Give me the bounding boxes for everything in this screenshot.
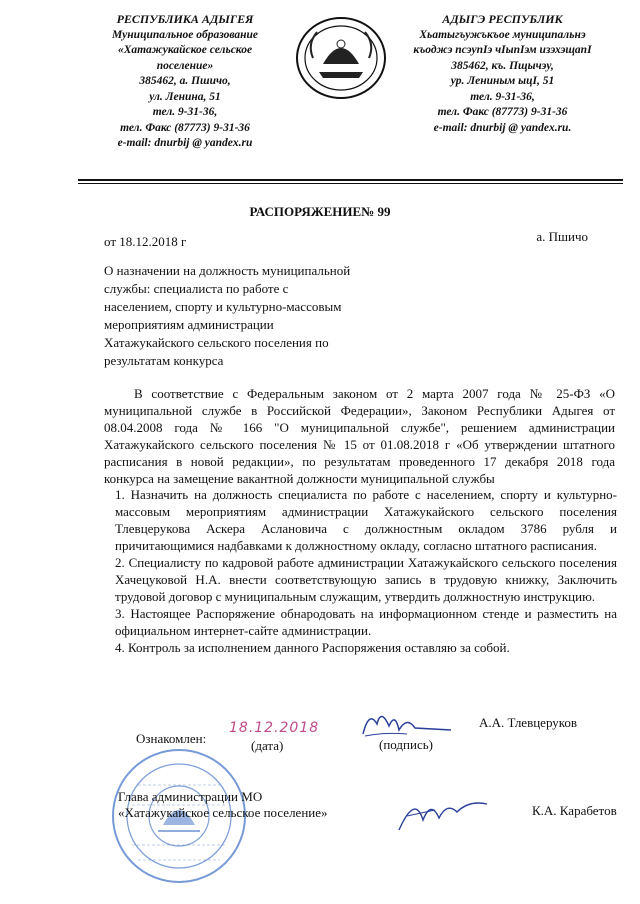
subject-line: населением, спорту и культурно-массовым	[104, 299, 342, 314]
document-city: а. Пшичо	[536, 229, 588, 244]
order-item: 2. Специалисту по кадровой работе администрации Хатажукайского сельского поселения Хачецуковой Н.А. внести соответствующую запись в трудовую книжку, Заключить трудовой договор с муниципальным служащим, утвердить должностную инструкцию.	[115, 555, 617, 604]
intro-paragraph: В соответствие с Федеральным законом от 2 марта 2007 года № 25-ФЗ «О муниципальной службе в Российской Федерации», Законом Республики Адыгея от 08.04.2008 года № 166 "О муниципальной службе", решением администрации Хатажукайского сельского поселения № 15 от 01.08.2018 г «Об утверждении штатного расписания в новой редакции», по результатам проведенного 17 декабря 2018 года конкурса на замещение вакантной должности муниципальной службы	[104, 386, 615, 486]
ack-name: А.А. Тлевцеруков	[479, 715, 578, 730]
header-right-line: 385462, къ. Пщычэу,	[451, 59, 554, 72]
header-right-line: тел. 9-31-36,	[470, 90, 535, 103]
header-left-line: поселение»	[156, 59, 214, 72]
header-left-line: ул. Ленина, 51	[149, 90, 221, 103]
subject-line: Хатажукайского сельского поселения по	[104, 335, 329, 350]
header-right-line: къоджэ псэупIэ чIыпIэм изэхэщапI	[413, 44, 592, 56]
order-item: 3. Настоящее Распоряжение обнародовать на информационном стенде и разместить на официальном интернет-сайте администрации.	[115, 606, 617, 638]
header-right	[395, 12, 610, 136]
head-signature-icon	[395, 790, 490, 835]
header-left-line: тел. Факс (87773) 9-31-36	[120, 121, 250, 134]
header-left-line: Муниципальное образование	[111, 28, 259, 41]
header-left	[80, 12, 290, 152]
header-right-line: тел. Факс (87773) 9-31-36	[437, 106, 568, 118]
subject-line: О назначении на должность муниципальной	[104, 263, 351, 278]
subject-line: мероприятиям администрации	[104, 317, 274, 332]
header-divider	[78, 179, 623, 181]
signatory-title: Глава администрации МО	[118, 789, 263, 804]
header-left-line: тел. 9-31-36,	[152, 106, 218, 118]
header-left-line: 385462, а. Пшичо,	[139, 75, 231, 87]
header-left-line: e-mail: dnurbij @ yandex.ru	[117, 137, 253, 149]
subject-line: результатам конкурса	[104, 353, 224, 368]
ack-signature-caption: (подпись)	[379, 737, 433, 752]
signatory-organization: «Хатажукайское сельское поселение»	[118, 805, 328, 820]
header-right-line: ур. Лениным ыцI, 51	[450, 75, 555, 87]
document-subject	[104, 262, 389, 370]
header-left-country: РЕСПУБЛИКА АДЫГЕЯ	[116, 12, 254, 26]
coat-of-arms-icon	[293, 14, 389, 102]
ack-date-handwritten: 18.12.2018	[229, 720, 320, 736]
ack-label: Ознакомлен:	[136, 731, 207, 746]
ack-date-caption: (дата)	[251, 738, 284, 753]
order-item: 4. Контроль за исполнением данного Распоряжения оставляю за собой.	[115, 640, 510, 655]
document-title: РАСПОРЯЖЕНИЕ№ 99	[249, 204, 391, 219]
order-item: 1. Назначить на должность специалиста по работе с населением, спорту и культурно-массовым мероприятиям администрации Хатажукайского сельского поселения Тлевцерукова Аскера Аслановича с должностным окладом 3786 рубля и причитающимися надбавками к должностному окладу, согласно штатного расписания.	[115, 487, 617, 553]
header-right-country: АДЫГЭ РЕСПУБЛИК	[442, 12, 563, 26]
header-left-line: «Хатажукайское сельское	[117, 44, 253, 56]
signatory-name: К.А. Карабетов	[532, 803, 617, 818]
header-divider-thin	[78, 183, 623, 184]
header-right-line: Хьатыгъужъкъое муниципальнэ	[419, 28, 586, 41]
subject-line: службы: специалиста по работе с	[104, 281, 289, 296]
document-date: от 18.12.2018 г	[104, 234, 187, 249]
header-right-line: e-mail: dnurbij @ yandex.ru.	[433, 121, 572, 134]
order-items	[115, 486, 617, 656]
